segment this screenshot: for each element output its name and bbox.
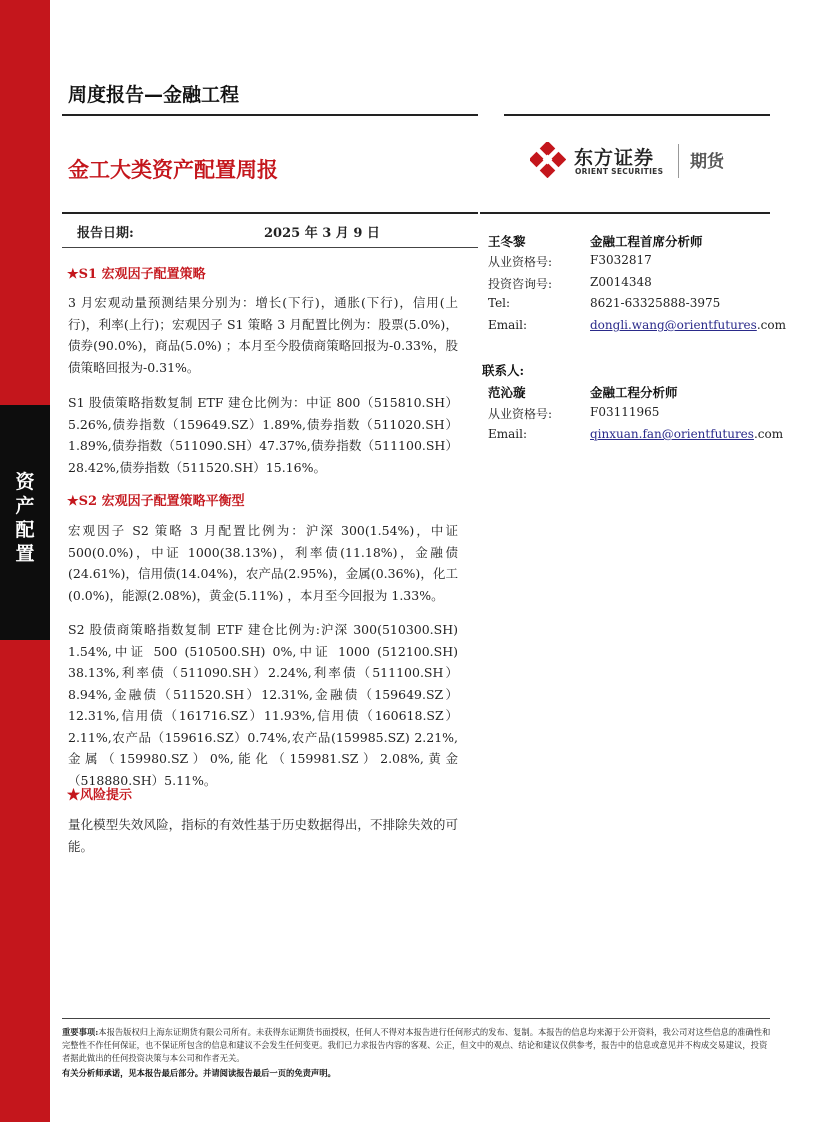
divider bbox=[62, 1018, 770, 1019]
section-heading-risk: ★风险提示 bbox=[67, 788, 133, 803]
analyst-email-user[interactable]: dongli.wang@orientfutures bbox=[590, 318, 757, 332]
orient-logo-icon bbox=[530, 142, 566, 178]
analyst-role: 金融工程首席分析师 bbox=[590, 234, 703, 249]
analyst-field-label: 从业资格号: bbox=[488, 255, 553, 269]
analyst-field-value: F3032817 bbox=[590, 253, 652, 267]
divider bbox=[62, 247, 478, 248]
disclaimer-text: 本报告版权归上海东证期货有限公司所有。未获得东证期货书面授权，任何人不得对本报告进行任何形式的发布、复制。本报告的信息均来源于公开资料，我公司对这些信息的准确性和完整性不作任何保证，也不保证所包含的信息和建议不会发生任何变更。我们已力求报告内容的客观、公正，但文中的观点、结论和建议仅供参考，报告中的信息或意见并不构成交易建议，投资者据此做出的任何投资决策与本公司和作者无关。 bbox=[62, 1027, 771, 1063]
disclaimer-lead: 重要事项: bbox=[62, 1027, 99, 1037]
analyst-email-label: Email: bbox=[488, 318, 528, 332]
analyst-name: 王冬黎 bbox=[488, 234, 526, 249]
analyst-field-label: 投资咨询号: bbox=[488, 277, 553, 291]
company-logo bbox=[530, 140, 770, 182]
report-date: 2025 年 3 月 9 日 bbox=[264, 226, 380, 241]
logo-separator bbox=[678, 144, 679, 178]
report-type: 周度报告—金融工程 bbox=[68, 84, 240, 106]
divider bbox=[62, 114, 478, 116]
contact-email-label: Email: bbox=[488, 427, 528, 441]
analyst-field-label: Tel: bbox=[488, 296, 511, 310]
contact-heading: 联系人: bbox=[482, 363, 525, 378]
contact-email-link[interactable] bbox=[590, 427, 783, 441]
contact-email-domain: .com bbox=[753, 427, 784, 441]
risk-paragraph: 量化模型失效风险，指标的有效性基于历史数据得出，不排除失效的可能。 bbox=[68, 817, 458, 854]
analyst-email-domain: .com bbox=[756, 318, 786, 332]
analyst-commitment-note: 有关分析师承诺，见本报告最后部分。并请阅读报告最后一页的免责声明。 bbox=[62, 1068, 336, 1078]
report-date-label: 报告日期: bbox=[77, 226, 134, 241]
analyst-field-value: 8621-63325888-3975 bbox=[590, 296, 721, 310]
divider bbox=[480, 212, 770, 214]
section-s1-paragraph-1: 3 月宏观动量预测结果分别为：增长(下行)，通胀(下行)，信用(上行)，利率(上行)；宏观因子 S1 策略 3 月配置比例为：股票(5.0%)，债券(90.0%)，商品(5.0%) ；本月至今股债商策略回报为-0.33%，股债策略回报为-0.31%。 bbox=[68, 295, 458, 375]
divider bbox=[62, 212, 478, 214]
disclaimer bbox=[62, 1026, 774, 1065]
page-title: 金工大类资产配置周报 bbox=[68, 158, 278, 182]
section-heading-s2: ★S2 宏观因子配置策略平衡型 bbox=[67, 494, 245, 509]
analyst-field-value: Z0014348 bbox=[590, 275, 652, 289]
section-s1-paragraph-2: S1 股债策略指数复制 ETF 建仓比例为：中证 800（515810.SH）5.26%,债券指数（159649.SZ）1.89%,债券指数（511020.SH）1.89%,债券指数（511090.SH）47.37%,债券指数（511100.SH）28.42%,债券指数（511520.SH）15.16%。 bbox=[68, 395, 458, 475]
section-heading-s1: ★S1 宏观因子配置策略 bbox=[67, 267, 206, 282]
logo-company-name: 东方证券 bbox=[574, 147, 655, 169]
section-tab-label: 资 产 配 置 bbox=[15, 471, 35, 565]
contact-role: 金融工程分析师 bbox=[590, 385, 678, 400]
contact-field-value: F03111965 bbox=[590, 405, 660, 419]
section-s2-paragraph-2: S2 股债商策略指数复制 ETF 建仓比例为:沪深 300(510300.SH) 1.54%,中证 500 (510500.SH) 0%,中证 1000 (512100.SH) 38.13%,利率债（511090.SH）2.24%,利率债（511100.SH）8.94%,金融债（511520.SH）12.31%,金融债（159649.SZ）12.31%,信用债（161716.SZ）11.93%,信用债（160618.SZ）2.11%,农产品（159616.SZ）0.74%,农产品(159985.SZ) 2.21%,金属（159980.SZ）0%,能化（159981.SZ）2.08%,黄金（518880.SH）5.11%。 bbox=[68, 622, 458, 788]
section-s2-paragraph-1: 宏观因子 S2 策略 3 月配置比例为：沪深 300(1.54%)，中证 500(0.0%)，中证 1000(38.13%)，利率债(11.18%)，金融债(24.61%)，信用债(14.04%)，农产品(2.95%)，金属(0.36%)，化工(0.0%)，能源(2.08%)，黄金(5.11%) ，本月至今回报为 1.33%。 bbox=[68, 523, 458, 603]
divider bbox=[504, 114, 770, 116]
logo-division: 期货 bbox=[690, 152, 724, 172]
contact-field-label: 从业资格号: bbox=[488, 407, 553, 421]
analyst-email-link[interactable] bbox=[590, 318, 786, 332]
logo-company-english: ORIENT SECURITIES bbox=[575, 167, 664, 176]
contact-email-user[interactable]: qinxuan.fan@orientfutures bbox=[590, 427, 754, 441]
contact-name: 范沁璇 bbox=[488, 385, 526, 400]
